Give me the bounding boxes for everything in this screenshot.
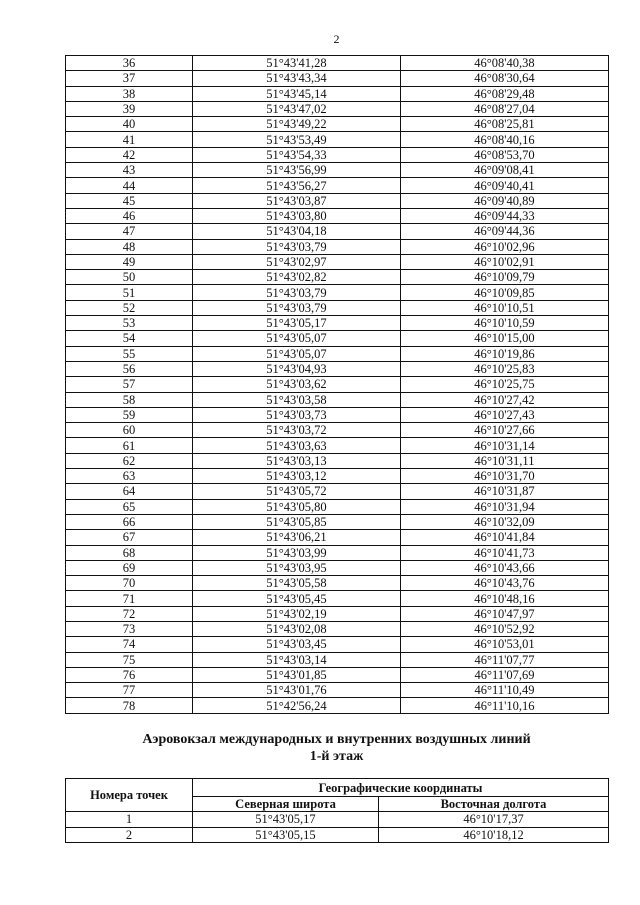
point-number-cell: 45 (66, 193, 193, 208)
table-row (66, 438, 609, 453)
point-number-cell: 60 (66, 423, 193, 438)
longitude-cell: 46°10'48,16 (401, 591, 609, 606)
terminal-table-header (66, 779, 609, 812)
table-row (66, 392, 609, 407)
point-number-cell: 49 (66, 254, 193, 269)
longitude-cell: 46°10'02,91 (401, 254, 609, 269)
latitude-cell: 51°43'02,97 (193, 254, 401, 269)
table-row (66, 270, 609, 285)
table-row (66, 208, 609, 223)
point-number-cell: 66 (66, 514, 193, 529)
longitude-cell: 46°10'10,59 (401, 316, 609, 331)
longitude-cell: 46°10'27,42 (401, 392, 609, 407)
table-row (66, 224, 609, 239)
latitude-cell: 51°43'05,07 (193, 331, 401, 346)
latitude-cell: 51°43'41,28 (193, 56, 401, 71)
latitude-cell: 51°43'05,72 (193, 484, 401, 499)
longitude-cell: 46°11'10,49 (401, 683, 609, 698)
table-row (66, 530, 609, 545)
table-row (66, 132, 609, 147)
section-title: Аэровокзал международных и внутренних воздушных линий (142, 732, 531, 747)
longitude-cell: 46°10'09,79 (401, 270, 609, 285)
latitude-cell: 51°43'04,93 (193, 361, 401, 376)
longitude-cell: 46°08'27,04 (401, 101, 609, 116)
longitude-cell: 46°10'18,12 (379, 827, 609, 843)
longitude-cell: 46°08'30,64 (401, 71, 609, 86)
point-number-cell: 69 (66, 560, 193, 575)
latitude-cell: 51°43'05,80 (193, 499, 401, 514)
latitude-cell: 51°43'03,13 (193, 453, 401, 468)
coordinates-table-body (66, 56, 609, 714)
latitude-cell: 51°43'03,79 (193, 285, 401, 300)
longitude-cell: 46°10'25,75 (401, 377, 609, 392)
table-row (66, 178, 609, 193)
point-number-cell: 57 (66, 377, 193, 392)
latitude-cell: 51°43'47,02 (193, 101, 401, 116)
longitude-cell: 46°10'32,09 (401, 514, 609, 529)
longitude-cell: 46°08'40,16 (401, 132, 609, 147)
latitude-cell: 51°43'03,14 (193, 652, 401, 667)
longitude-cell: 46°10'31,94 (401, 499, 609, 514)
point-number-cell: 75 (66, 652, 193, 667)
latitude-cell: 51°43'03,79 (193, 239, 401, 254)
table-row (66, 484, 609, 499)
latitude-cell: 51°43'03,72 (193, 423, 401, 438)
latitude-cell: 51°43'05,85 (193, 514, 401, 529)
longitude-cell: 46°10'02,96 (401, 239, 609, 254)
table-row (66, 827, 609, 843)
terminal-table-body (66, 812, 609, 843)
point-number-cell: 44 (66, 178, 193, 193)
point-number-cell: 65 (66, 499, 193, 514)
latitude-cell: 51°43'06,21 (193, 530, 401, 545)
header-east-longitude: Восточная долгота (379, 797, 609, 812)
longitude-cell: 46°10'31,14 (401, 438, 609, 453)
header-row (66, 779, 609, 797)
longitude-cell: 46°09'44,33 (401, 208, 609, 223)
longitude-cell: 46°10'53,01 (401, 637, 609, 652)
point-number-cell: 52 (66, 300, 193, 315)
point-number-cell: 71 (66, 591, 193, 606)
table-row (66, 560, 609, 575)
point-number-cell: 77 (66, 683, 193, 698)
table-row (66, 331, 609, 346)
latitude-cell: 51°43'05,07 (193, 346, 401, 361)
table-row (66, 86, 609, 101)
point-number-cell: 61 (66, 438, 193, 453)
table-row (66, 606, 609, 621)
latitude-cell: 51°43'05,45 (193, 591, 401, 606)
latitude-cell: 51°43'56,27 (193, 178, 401, 193)
latitude-cell: 51°43'03,58 (193, 392, 401, 407)
point-number-cell: 59 (66, 407, 193, 422)
table-row (66, 71, 609, 86)
latitude-cell: 51°43'49,22 (193, 117, 401, 132)
table-row (66, 621, 609, 636)
latitude-cell: 51°43'03,63 (193, 438, 401, 453)
latitude-cell: 51°43'03,99 (193, 545, 401, 560)
table-row (66, 698, 609, 713)
point-number-cell: 67 (66, 530, 193, 545)
point-number-cell: 78 (66, 698, 193, 713)
section-subtitle: 1-й этаж (309, 749, 364, 764)
point-number-cell: 62 (66, 453, 193, 468)
latitude-cell: 51°43'03,80 (193, 208, 401, 223)
table-row (66, 101, 609, 116)
longitude-cell: 46°09'40,41 (401, 178, 609, 193)
point-number-cell: 36 (66, 56, 193, 71)
table-row (66, 812, 609, 828)
point-number-cell: 48 (66, 239, 193, 254)
longitude-cell: 46°10'27,66 (401, 423, 609, 438)
table-row (66, 163, 609, 178)
table-row (66, 423, 609, 438)
point-number-cell: 54 (66, 331, 193, 346)
table-row (66, 377, 609, 392)
point-number-cell: 42 (66, 147, 193, 162)
table-row (66, 239, 609, 254)
point-number-cell: 46 (66, 208, 193, 223)
longitude-cell: 46°08'53,70 (401, 147, 609, 162)
latitude-cell: 51°43'01,85 (193, 667, 401, 682)
latitude-cell: 51°43'03,12 (193, 469, 401, 484)
latitude-cell: 51°43'03,79 (193, 300, 401, 315)
latitude-cell: 51°43'04,18 (193, 224, 401, 239)
page-number: 2 (333, 32, 340, 46)
point-number-cell: 51 (66, 285, 193, 300)
table-row (66, 499, 609, 514)
latitude-cell: 51°43'03,45 (193, 637, 401, 652)
longitude-cell: 46°10'09,85 (401, 285, 609, 300)
latitude-cell: 51°43'01,76 (193, 683, 401, 698)
latitude-cell: 51°43'02,82 (193, 270, 401, 285)
point-number-cell: 64 (66, 484, 193, 499)
longitude-cell: 46°10'17,37 (379, 812, 609, 828)
latitude-cell: 51°43'02,19 (193, 606, 401, 621)
longitude-cell: 46°10'31,70 (401, 469, 609, 484)
point-number-cell: 58 (66, 392, 193, 407)
point-number-cell: 39 (66, 101, 193, 116)
longitude-cell: 46°11'10,16 (401, 698, 609, 713)
longitude-cell: 46°10'41,84 (401, 530, 609, 545)
longitude-cell: 46°10'43,76 (401, 576, 609, 591)
latitude-cell: 51°43'02,08 (193, 621, 401, 636)
point-number-cell: 56 (66, 361, 193, 376)
table-row (66, 147, 609, 162)
longitude-cell: 46°10'10,51 (401, 300, 609, 315)
longitude-cell: 46°10'19,86 (401, 346, 609, 361)
latitude-cell: 51°43'03,87 (193, 193, 401, 208)
longitude-cell: 46°08'29,48 (401, 86, 609, 101)
longitude-cell: 46°10'47,97 (401, 606, 609, 621)
latitude-cell: 51°43'56,99 (193, 163, 401, 178)
table-row (66, 514, 609, 529)
table-row (66, 545, 609, 560)
point-number-cell: 40 (66, 117, 193, 132)
table-row (66, 637, 609, 652)
longitude-cell: 46°10'41,73 (401, 545, 609, 560)
table-row (66, 667, 609, 682)
latitude-cell: 51°43'53,49 (193, 132, 401, 147)
coordinates-table (65, 55, 609, 714)
latitude-cell: 51°43'05,17 (193, 812, 379, 828)
longitude-cell: 46°10'15,00 (401, 331, 609, 346)
table-row (66, 576, 609, 591)
point-number-cell: 47 (66, 224, 193, 239)
longitude-cell: 46°10'27,43 (401, 407, 609, 422)
longitude-cell: 46°10'31,87 (401, 484, 609, 499)
point-number-cell: 53 (66, 316, 193, 331)
latitude-cell: 51°43'03,95 (193, 560, 401, 575)
longitude-cell: 46°10'31,11 (401, 453, 609, 468)
point-number-cell: 70 (66, 576, 193, 591)
point-number-cell: 38 (66, 86, 193, 101)
header-point-numbers: Номера точек (66, 779, 193, 812)
table-row (66, 193, 609, 208)
longitude-cell: 46°09'44,36 (401, 224, 609, 239)
point-number-cell: 37 (66, 71, 193, 86)
longitude-cell: 46°08'25,81 (401, 117, 609, 132)
table-row (66, 117, 609, 132)
table-row (66, 56, 609, 71)
latitude-cell: 51°43'03,62 (193, 377, 401, 392)
table-row (66, 683, 609, 698)
latitude-cell: 51°43'05,17 (193, 316, 401, 331)
longitude-cell: 46°08'40,38 (401, 56, 609, 71)
longitude-cell: 46°11'07,77 (401, 652, 609, 667)
longitude-cell: 46°09'08,41 (401, 163, 609, 178)
table-row (66, 346, 609, 361)
point-number-cell: 73 (66, 621, 193, 636)
table-row (66, 361, 609, 376)
table-row (66, 407, 609, 422)
longitude-cell: 46°10'25,83 (401, 361, 609, 376)
header-geographic-coordinates: Географические координаты (193, 779, 609, 797)
point-number-cell: 72 (66, 606, 193, 621)
table-row (66, 285, 609, 300)
latitude-cell: 51°43'05,15 (193, 827, 379, 843)
latitude-cell: 51°43'45,14 (193, 86, 401, 101)
longitude-cell: 46°09'40,89 (401, 193, 609, 208)
table-row (66, 300, 609, 315)
header-north-latitude: Северная широта (193, 797, 379, 812)
latitude-cell: 51°43'05,58 (193, 576, 401, 591)
latitude-cell: 51°43'43,34 (193, 71, 401, 86)
table-row (66, 316, 609, 331)
point-number-cell: 41 (66, 132, 193, 147)
point-number-cell: 63 (66, 469, 193, 484)
table-row (66, 591, 609, 606)
table-row (66, 254, 609, 269)
point-number-cell: 2 (66, 827, 193, 843)
latitude-cell: 51°43'54,33 (193, 147, 401, 162)
point-number-cell: 74 (66, 637, 193, 652)
table-row (66, 652, 609, 667)
point-number-cell: 1 (66, 812, 193, 828)
latitude-cell: 51°43'03,73 (193, 407, 401, 422)
terminal-coordinates-table (65, 778, 609, 843)
point-number-cell: 43 (66, 163, 193, 178)
longitude-cell: 46°10'43,66 (401, 560, 609, 575)
point-number-cell: 55 (66, 346, 193, 361)
point-number-cell: 68 (66, 545, 193, 560)
point-number-cell: 76 (66, 667, 193, 682)
point-number-cell: 50 (66, 270, 193, 285)
table-row (66, 469, 609, 484)
longitude-cell: 46°10'52,92 (401, 621, 609, 636)
latitude-cell: 51°42'56,24 (193, 698, 401, 713)
longitude-cell: 46°11'07,69 (401, 667, 609, 682)
table-row (66, 453, 609, 468)
